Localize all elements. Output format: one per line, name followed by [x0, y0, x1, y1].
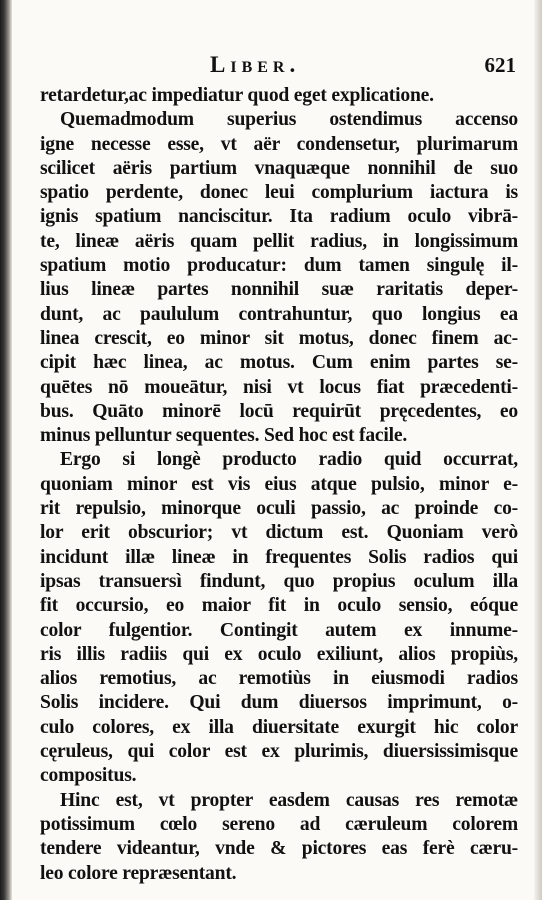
text-line: Quemadmodum superius ostendimus accenso: [60, 109, 518, 131]
text-line: fit occursio, eo maior fit in oculo sensio, eóque: [40, 595, 518, 617]
text-line: ris illis radiis qui ex oculo exiliunt, alios propiùs,: [40, 643, 518, 665]
text-line: dunt, ac paululum contrahuntur, quo longius ea: [40, 303, 518, 325]
text-line: retardetur,ac impediatur quod eget explicatione.: [40, 85, 434, 106]
text-line: rit repulsio, minorque oculi passio, ac proinde co-: [40, 498, 518, 520]
text-line: incidunt illæ lineæ in frequentes Solis radios qui: [40, 546, 518, 568]
page-content: [40, 52, 518, 886]
text-line: potissimum cœlo sereno ad cæruleum colorem: [40, 813, 518, 835]
book-gutter-shadow: [0, 0, 12, 900]
text-line: quoniam minor est vis eius atque pulsio, minor e-: [40, 473, 518, 495]
page-number: 621: [484, 53, 516, 77]
text-line: tendere videantur, vnde & pictores eas ferè cæru-: [40, 838, 518, 860]
text-line: ipsas transuersì findunt, quo propius oculum illa: [40, 570, 518, 592]
text-line: spatium motio producatur: dum tamen singulę il-: [40, 255, 518, 277]
text-line: igne necesse esse, vt aër condensetur, plurimarum: [40, 133, 518, 155]
text-line: compositus.: [40, 765, 137, 787]
text-line: leo colore repræsentant.: [40, 862, 237, 884]
text-line: cipit hæc linea, ac motus. Cum enim partes se-: [40, 352, 518, 374]
text-line: lor erit obscurior; vt dictum est. Quoniam verò: [40, 522, 518, 544]
text-line: alios remotius, ac remotiùs in eiusmodi radios: [40, 668, 518, 690]
running-head: Liber.: [210, 52, 301, 77]
text-line: Hinc est, vt propter easdem causas res remotæ: [60, 789, 518, 811]
text-line: Ergo si longè producto radio quid occurrat,: [60, 449, 518, 471]
text-line: culo colores, ex illa diuersitate exurgit hic color: [40, 716, 518, 738]
text-line: bus. Quāto minorē locū requirūt pręcedentes, eo: [40, 400, 518, 422]
text-line: lius lineæ partes nonnihil suæ raritatis deper-: [40, 279, 518, 301]
text-line: Solis incidere. Qui dum diuersos imprimunt, o-: [40, 692, 518, 714]
text-line: minus pelluntur sequentes. Sed hoc est facile.: [40, 425, 408, 447]
text-line: cęruleus, qui color est ex plurimis, diuersissimisque: [40, 741, 518, 763]
text-line: scilicet aëris partium vnaquæque nonnihil de suo: [40, 157, 518, 179]
page-header: [40, 52, 518, 82]
text-line: ignis spatium nanciscitur. Ita radium oculo vibrā-: [40, 206, 518, 228]
body-text: [40, 84, 518, 886]
text-line: linea crescit, eo minor sit motus, donec finem ac-: [40, 327, 518, 349]
text-line: quētes nō moueātur, nisi vt locus fiat præcedenti-: [40, 376, 518, 398]
page-edge: [534, 0, 542, 900]
text-line: spatio perdente, donec leui complurium iactura is: [40, 182, 518, 204]
text-line: color fulgentior. Contingit autem ex innume-: [40, 619, 518, 641]
text-line: te, lineæ aëris quam pellit radius, in longissimum: [40, 230, 518, 252]
